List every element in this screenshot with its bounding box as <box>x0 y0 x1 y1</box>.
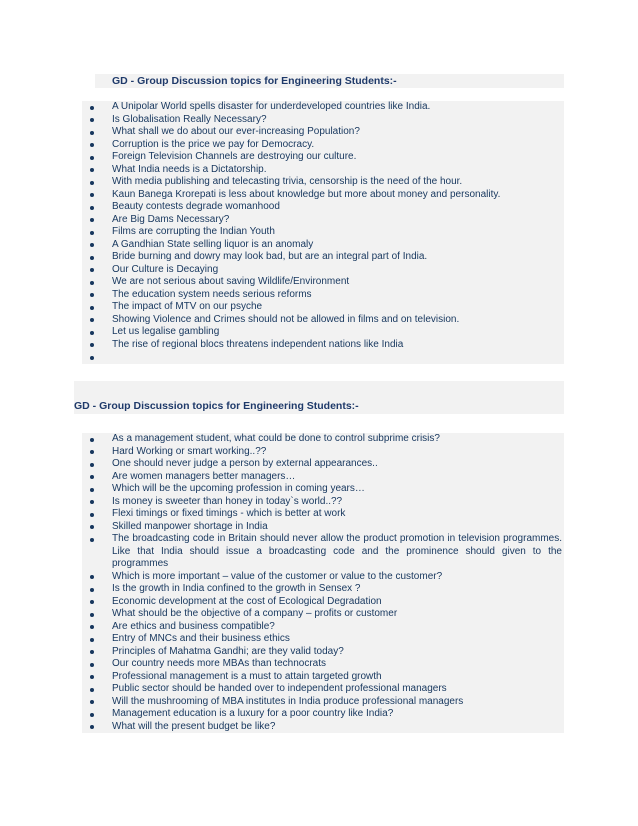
list-item <box>82 658 564 671</box>
bullet-icon <box>90 106 94 110</box>
list-item-text: Beauty contests degrade womanhood <box>112 201 280 212</box>
bullet-icon <box>90 206 94 210</box>
bullet-icon <box>90 331 94 335</box>
bullet-icon <box>90 156 94 160</box>
bullet-icon <box>90 525 94 529</box>
list-item-text: A Unipolar World spells disaster for underdeveloped countries like India. <box>112 101 431 112</box>
bullet-icon <box>90 181 94 185</box>
list-item-text: Which will be the upcoming profession in coming years… <box>112 483 365 494</box>
list-item-text: Entry of MNCs and their business ethics <box>112 633 290 644</box>
list-item <box>82 314 564 327</box>
list-item <box>82 114 564 127</box>
bullet-icon <box>90 600 94 604</box>
bullet-icon <box>90 663 94 667</box>
list-item <box>82 496 564 509</box>
bullet-icon <box>90 450 94 454</box>
section1-heading: GD - Group Discussion topics for Engineering Students:- <box>95 74 564 88</box>
list-item-text: The broadcasting code in Britain should never allow the product promotion in television programmes. Like that India should issue a broadcasting code and the prominence should given to the programmes <box>112 533 562 569</box>
section2-topic-list <box>82 433 564 733</box>
section-divider-band <box>74 381 564 398</box>
bullet-icon <box>90 281 94 285</box>
bullet-icon <box>90 318 94 322</box>
bullet-icon <box>90 638 94 642</box>
list-item-text: Are Big Dams Necessary? <box>112 213 230 225</box>
list-item <box>82 483 564 496</box>
list-item-text: Films are corrupting the Indian Youth <box>112 226 275 237</box>
list-item-text: Are ethics and business compatible? <box>112 620 275 632</box>
list-item-text: What shall we do about our ever-increasing Population? <box>112 126 360 137</box>
list-item-text: The impact of MTV on our psyche <box>112 301 263 312</box>
bullet-icon <box>90 538 94 542</box>
list-item-text: Skilled manpower shortage in India <box>112 520 268 532</box>
list-item <box>82 433 564 446</box>
bullet-icon <box>90 343 94 347</box>
list-item <box>82 521 564 534</box>
list-item <box>82 446 564 459</box>
list-item <box>82 126 564 139</box>
list-item <box>82 671 564 684</box>
list-item-text: What will the present budget be like? <box>112 720 276 732</box>
bullet-icon <box>90 356 94 360</box>
section2-heading: GD - Group Discussion topics for Engineering Students:- <box>74 398 564 414</box>
list-item-text: Is Globalisation Really Necessary? <box>112 113 267 125</box>
bullet-icon <box>90 588 94 592</box>
list-item <box>82 289 564 302</box>
list-item-text: Professional management is a must to attain targeted growth <box>112 670 382 682</box>
list-item-text: Showing Violence and Crimes should not be allowed in films and on television. <box>112 313 460 325</box>
list-item-text: The rise of regional blocs threatens independent nations like India <box>112 338 404 350</box>
list-item <box>82 326 564 339</box>
list-item <box>82 471 564 484</box>
list-item <box>82 621 564 634</box>
list-item-text: Hard Working or smart working..?? <box>112 445 267 457</box>
bullet-icon <box>90 675 94 679</box>
list-item <box>82 608 564 621</box>
bullet-icon <box>90 243 94 247</box>
bullet-icon <box>90 438 94 442</box>
bullet-icon <box>90 575 94 579</box>
list-item <box>82 214 564 227</box>
list-item <box>82 264 564 277</box>
bullet-icon <box>90 500 94 504</box>
list-item-text: Is money is sweeter than honey in today`s world..?? <box>112 495 343 507</box>
list-item-text: Is the growth in India confined to the growth in Sensex ? <box>112 583 361 594</box>
list-item-text: The education system needs serious reforms <box>112 288 312 300</box>
list-item <box>82 226 564 239</box>
bullet-icon <box>90 268 94 272</box>
list-item-text: Flexi timings or fixed timings - which is better at work <box>112 508 346 519</box>
list-item <box>82 583 564 596</box>
list-item <box>82 683 564 696</box>
list-item <box>82 571 564 584</box>
list-item <box>82 151 564 164</box>
bullet-icon <box>90 513 94 517</box>
list-item <box>82 101 564 114</box>
list-item <box>82 276 564 289</box>
list-item-text: Public sector should be handed over to independent professional managers <box>112 683 447 694</box>
list-item <box>82 139 564 152</box>
list-item-text: We are not serious about saving Wildlife/Environment <box>112 276 350 287</box>
bullet-icon <box>90 650 94 654</box>
bullet-icon <box>90 725 94 729</box>
list-item-text: Will the mushrooming of MBA institutes in India produce professional managers <box>112 695 464 707</box>
list-item-text: One should never judge a person by external appearances.. <box>112 458 378 469</box>
list-item <box>82 696 564 709</box>
bullet-icon <box>90 231 94 235</box>
bullet-icon <box>90 475 94 479</box>
list-item-text: Corruption is the price we pay for Democracy. <box>112 138 315 150</box>
list-item-text: Kaun Banega Krorepati is less about knowledge but more about money and personality. <box>112 188 501 200</box>
bullet-icon <box>90 168 94 172</box>
bullet-icon <box>90 488 94 492</box>
list-item-text: Let us legalise gambling <box>112 326 220 337</box>
list-item <box>82 251 564 264</box>
list-item <box>82 596 564 609</box>
section1-topic-list <box>82 101 564 364</box>
list-item-text: Are women managers better managers… <box>112 470 296 482</box>
list-item-text: Bride burning and dowry may look bad, but are an integral part of India. <box>112 251 428 262</box>
list-item <box>82 201 564 214</box>
list-item <box>82 533 564 571</box>
bullet-icon <box>90 463 94 467</box>
bullet-icon <box>90 193 94 197</box>
list-item-text: Principles of Mahatma Gandhi; are they valid today? <box>112 645 344 657</box>
bullet-icon <box>90 688 94 692</box>
bullet-icon <box>90 306 94 310</box>
list-item-text: With media publishing and telecasting trivia, censorship is the need of the hour. <box>112 176 463 187</box>
list-item <box>82 164 564 177</box>
bullet-icon <box>90 118 94 122</box>
list-item-text: Our Culture is Decaying <box>112 263 219 275</box>
list-item-text: As a management student, what could be done to control subprime crisis? <box>112 433 440 444</box>
bullet-icon <box>90 625 94 629</box>
bullet-icon <box>90 131 94 135</box>
list-item <box>82 339 564 352</box>
list-item <box>82 189 564 202</box>
list-item-text: Management education is a luxury for a poor country like India? <box>112 708 394 719</box>
list-item <box>82 508 564 521</box>
bullet-icon <box>90 613 94 617</box>
list-item-text: Economic development at the cost of Ecological Degradation <box>112 595 382 607</box>
list-item <box>82 351 564 364</box>
bullet-icon <box>90 143 94 147</box>
list-item-text: What India needs is a Dictatorship. <box>112 163 267 175</box>
list-item-text: A Gandhian State selling liquor is an anomaly <box>112 238 314 250</box>
bullet-icon <box>90 713 94 717</box>
bullet-icon <box>90 256 94 260</box>
list-item-text: Our country needs more MBAs than technocrats <box>112 658 326 669</box>
list-item-text: What should be the objective of a company – profits or customer <box>112 608 398 619</box>
list-item <box>82 633 564 646</box>
list-item <box>82 721 564 734</box>
list-item <box>82 708 564 721</box>
list-item <box>82 176 564 189</box>
list-item <box>82 301 564 314</box>
list-item-text: Which is more important – value of the customer or value to the customer? <box>112 570 443 582</box>
list-item <box>82 646 564 659</box>
list-item <box>82 239 564 252</box>
bullet-icon <box>90 293 94 297</box>
list-item-text: Foreign Television Channels are destroying our culture. <box>112 151 357 162</box>
bullet-icon <box>90 218 94 222</box>
bullet-icon <box>90 700 94 704</box>
list-item <box>82 458 564 471</box>
